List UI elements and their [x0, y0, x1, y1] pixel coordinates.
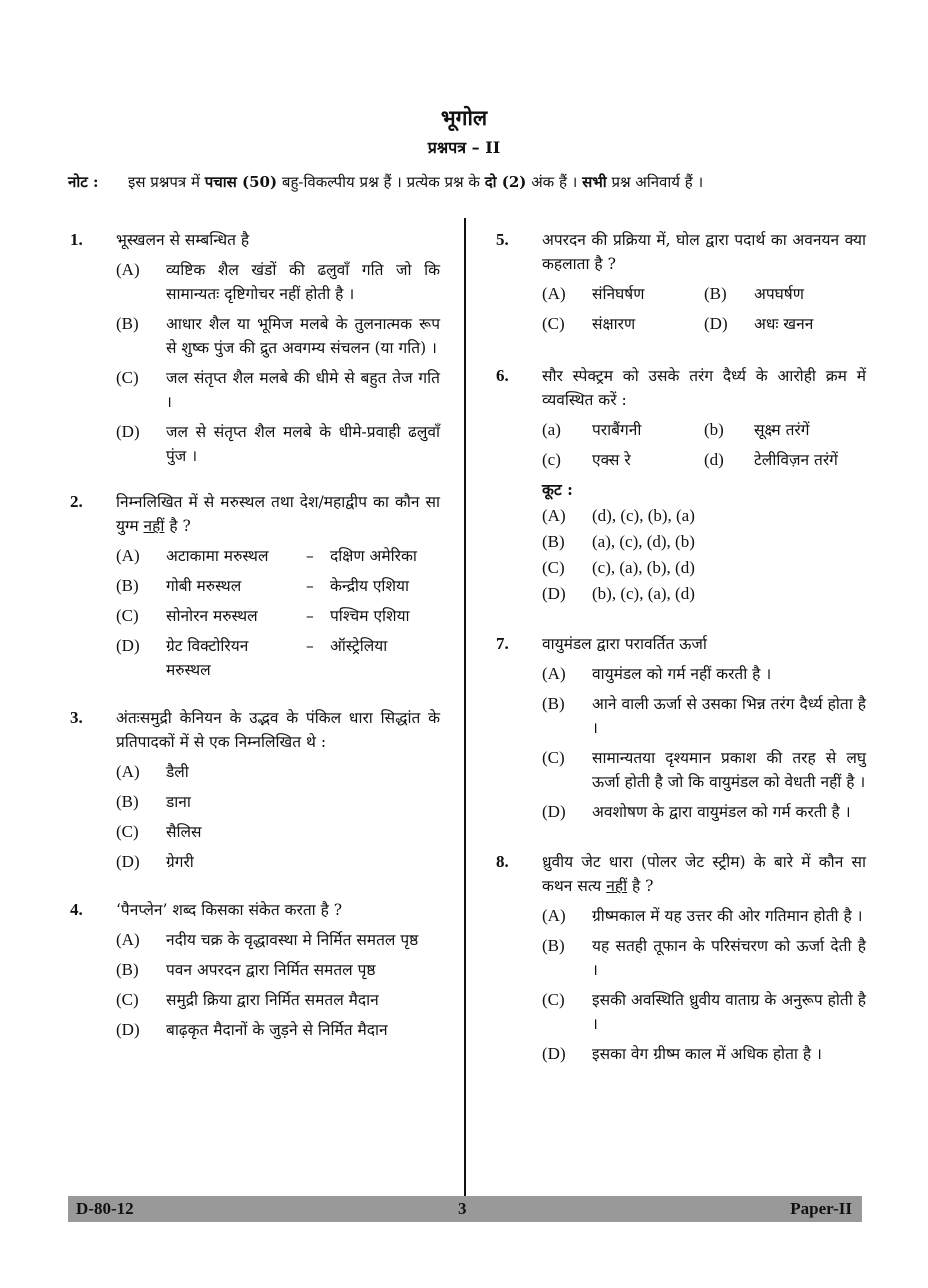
question-text [116, 490, 440, 538]
option-label: (B) [116, 576, 139, 595]
option-b [542, 934, 866, 982]
option-a [542, 662, 866, 686]
option-label: (C) [542, 990, 565, 1009]
right-column [494, 228, 866, 1066]
item-label: (d) [704, 450, 724, 469]
question-text: भूस्खलन से सम्बन्धित है [116, 231, 250, 249]
option-text: डाना [166, 793, 191, 811]
option-d [116, 420, 440, 468]
option-text: (b), (c), (a), (d) [592, 584, 695, 603]
desert-name: सोनोरन मरुस्थल [166, 607, 258, 625]
column-divider [464, 218, 466, 1196]
question-number: 8. [496, 852, 509, 871]
option-label: (B) [116, 960, 139, 979]
pair-option-a [116, 544, 440, 568]
option-text: संनिघर्षण [592, 285, 645, 303]
option-label: (B) [116, 792, 139, 811]
option-label: (B) [542, 532, 565, 551]
option-label: (B) [704, 284, 727, 303]
item-text: एक्स रे [592, 451, 631, 469]
option-d [116, 1018, 440, 1042]
option-c [116, 366, 440, 414]
item-label: (c) [542, 450, 561, 469]
item-d [704, 448, 866, 472]
option-label: (D) [116, 1020, 140, 1039]
pair-option-b [116, 574, 440, 598]
option-label: (A) [116, 930, 140, 949]
option-text: अपघर्षण [754, 285, 804, 303]
question-text: अपरदन की प्रक्रिया में, घोल द्वारा पदार्थ का अवनयन क्या कहलाता है ? [542, 231, 866, 273]
item-row [542, 418, 866, 442]
option-c [116, 820, 440, 844]
question-text-part: है ? [627, 877, 654, 895]
region-name: पश्चिम एशिया [330, 607, 410, 625]
option-b [116, 958, 440, 982]
option-text: आने वाली ऊर्जा से उसका भिन्न तरंग दैर्ध्य होता है । [592, 695, 866, 737]
pair-dash: – [306, 637, 314, 655]
pair-dash: – [306, 607, 314, 625]
note-bold: दो (2) [484, 173, 527, 191]
option-label: (B) [542, 694, 565, 713]
note-text: इस प्रश्नपत्र में [128, 173, 205, 191]
option-a [542, 904, 866, 928]
question-text-part: है ? [164, 517, 191, 535]
option-text: समुद्री क्रिया द्वारा निर्मित समतल मैदान [166, 991, 379, 1009]
option-text: नदीय चक्र के वृद्धावस्था मे निर्मित समतल पृष्ठ [166, 931, 419, 949]
pair-dash: – [306, 577, 314, 595]
option-label: (D) [542, 584, 566, 603]
question-text: ‘पैनप्लेन’ शब्द किसका संकेत करता है ? [116, 901, 343, 919]
option-c [116, 988, 440, 1012]
option-text: व्यष्टिक शैल खंडों की ढलुवाँ गति जो कि सामान्यतः दृष्टिगोचर नहीं होती है । [166, 261, 440, 303]
option-a [542, 504, 866, 528]
question-7 [494, 632, 866, 824]
question-number: 7. [496, 634, 509, 653]
item-c [542, 448, 704, 472]
question-number: 5. [496, 230, 509, 249]
item-text: पराबैंगनी [592, 421, 642, 439]
option-text: (a), (c), (d), (b) [592, 532, 695, 551]
option-a [116, 258, 440, 306]
option-label: (D) [116, 852, 140, 871]
option-text: इसका वेग ग्रीष्म काल में अधिक होता है । [592, 1045, 822, 1063]
option-row [542, 282, 866, 306]
item-text: सूक्ष्म तरंगें [754, 421, 810, 439]
option-a [116, 760, 440, 784]
option-label: (D) [542, 802, 566, 821]
option-text: इसकी अवस्थिति ध्रुवीय वाताग्र के अनुरूप होती है । [592, 991, 866, 1033]
emphasis-underline: नहीं [606, 877, 628, 895]
option-text: सामान्यतया दृश्यमान प्रकाश की तरह से लघु ऊर्जा होती है जो कि वायुमंडल को वेधती नहीं है । [592, 749, 866, 791]
option-text: अधः खनन [754, 315, 814, 333]
option-b [542, 530, 866, 554]
paper-code: D-80-12 [76, 1199, 134, 1218]
option-c [542, 746, 866, 794]
option-text: सैलिस [166, 823, 202, 841]
question-1 [68, 228, 440, 468]
emphasis-underline: नहीं [143, 517, 165, 535]
option-text: वायुमंडल को गर्म नहीं करती है । [592, 665, 772, 683]
question-number: 3. [70, 708, 83, 727]
page-footer [68, 1196, 862, 1222]
option-text: आधार शैल या भूमिज मलबे के तुलनात्मक रूप से शुष्क पुंज की द्रुत अवगम्य संचलन (या गति) । [166, 315, 440, 357]
question-3 [68, 706, 440, 874]
option-text: पवन अपरदन द्वारा निर्मित समतल पृष्ठ [166, 961, 376, 979]
option-text: बाढ़कृत मैदानों के जुड़ने से निर्मित मैदान [166, 1021, 388, 1039]
note-bold: सभी [582, 173, 607, 191]
region-name: दक्षिण अमेरिका [330, 547, 417, 565]
pair-dash: – [306, 547, 314, 565]
question-number: 4. [70, 900, 83, 919]
option-label: (D) [116, 422, 140, 441]
desert-name: अटाकामा मरुस्थल [166, 547, 269, 565]
option-c [542, 988, 866, 1036]
option-label: (D) [704, 314, 728, 333]
question-number: 6. [496, 366, 509, 385]
option-text: ग्रेगरी [166, 853, 194, 871]
option-label: (D) [116, 636, 140, 655]
option-b [116, 790, 440, 814]
option-text: ग्रीष्मकाल में यह उत्तर की ओर गतिमान होती है । [592, 907, 863, 925]
code-label: कूट : [542, 480, 573, 499]
option-b [704, 282, 866, 306]
option-label: (A) [116, 260, 140, 279]
option-b [542, 692, 866, 740]
option-label: (A) [542, 906, 566, 925]
question-4 [68, 898, 440, 1042]
option-label: (C) [116, 990, 139, 1009]
option-label: (D) [542, 1044, 566, 1063]
option-label: (A) [116, 546, 140, 565]
option-a [542, 282, 704, 306]
option-label: (C) [542, 314, 565, 333]
question-text: अंतःसमुद्री केनियन के उद्भव के पंकिल धारा सिद्धांत के प्रतिपादकों में से एक निम्नलिखित थे : [116, 709, 440, 751]
item-b [704, 418, 866, 442]
option-label: (C) [116, 606, 139, 625]
option-label: (B) [542, 936, 565, 955]
instructions-note [68, 172, 868, 192]
question-text [542, 850, 866, 898]
option-d [542, 1042, 866, 1066]
option-text: संक्षारण [592, 315, 636, 333]
question-text-part: ध्रुवीय जेट धारा (पोलर जेट स्ट्रीम) के बारे में कौन सा कथन सत्य [542, 853, 866, 895]
option-b [116, 312, 440, 360]
question-number: 2. [70, 492, 83, 511]
item-label: (a) [542, 420, 561, 439]
option-d [116, 850, 440, 874]
option-label: (A) [542, 506, 566, 525]
option-text: (c), (a), (b), (d) [592, 558, 695, 577]
option-label: (C) [116, 368, 139, 387]
region-name: ऑस्ट्रेलिया [330, 637, 388, 655]
desert-name: ग्रेट विक्टोरियन मरुस्थल [166, 637, 249, 679]
note-text: प्रश्न अनिवार्य हैं । [606, 173, 704, 191]
option-label: (B) [116, 314, 139, 333]
option-label: (A) [542, 284, 566, 303]
note-label: नोट : [68, 173, 99, 191]
page-title: भूगोल [440, 105, 488, 130]
option-c [542, 556, 866, 580]
question-2 [68, 490, 440, 682]
note-text: अंक हैं । [526, 173, 583, 191]
option-text: (d), (c), (b), (a) [592, 506, 695, 525]
question-text: वायुमंडल द्वारा परावर्तित ऊर्जा [542, 635, 707, 653]
option-text: अवशोषण के द्वारा वायुमंडल को गर्म करती है । [592, 803, 851, 821]
question-8 [494, 850, 866, 1066]
paper-label: Paper-II [790, 1199, 852, 1218]
item-row [542, 448, 866, 472]
left-column [68, 228, 440, 1042]
note-text: बहु-विकल्पीय प्रश्न हैं । प्रत्येक प्रश्न के [277, 173, 485, 191]
option-label: (A) [116, 762, 140, 781]
option-label: (C) [116, 822, 139, 841]
option-text: यह सतही तूफान के परिसंचरण को ऊर्जा देती है । [592, 937, 866, 979]
item-label: (b) [704, 420, 724, 439]
desert-name: गोबी मरुस्थल [166, 577, 242, 595]
question-5 [494, 228, 866, 336]
question-text: सौर स्पेक्ट्रम को उसके तरंग दैर्ध्य के आरोही क्रम में व्यवस्थित करें : [542, 367, 866, 409]
option-d [704, 312, 866, 336]
option-label: (A) [542, 664, 566, 683]
item-text: टेलीविज़न तरंगें [754, 451, 838, 469]
page-subtitle: प्रश्नपत्र – II [427, 138, 501, 157]
option-text: जल से संतृप्त शैल मलबे के धीमे-प्रवाही ढलुवाँ पुंज । [166, 423, 440, 465]
option-label: (C) [542, 558, 565, 577]
note-bold: पचास (50) [204, 173, 278, 191]
pair-option-c [116, 604, 440, 628]
question-text-part: निम्नलिखित में से मरुस्थल तथा देश/महाद्वीप का कौन सा युग्म [116, 493, 440, 535]
option-c [542, 312, 704, 336]
option-text: डैली [166, 763, 189, 781]
option-d [542, 582, 866, 606]
option-text: जल संतृप्त शैल मलबे की धीमे से बहुत तेज गति । [166, 369, 440, 411]
question-number: 1. [70, 230, 83, 249]
option-d [542, 800, 866, 824]
region-name: केन्द्रीय एशिया [330, 577, 409, 595]
option-label: (C) [542, 748, 565, 767]
option-row [542, 312, 866, 336]
page-number: 3 [458, 1199, 467, 1218]
item-a [542, 418, 704, 442]
pair-option-d [116, 634, 440, 682]
option-a [116, 928, 440, 952]
question-6 [494, 364, 866, 606]
